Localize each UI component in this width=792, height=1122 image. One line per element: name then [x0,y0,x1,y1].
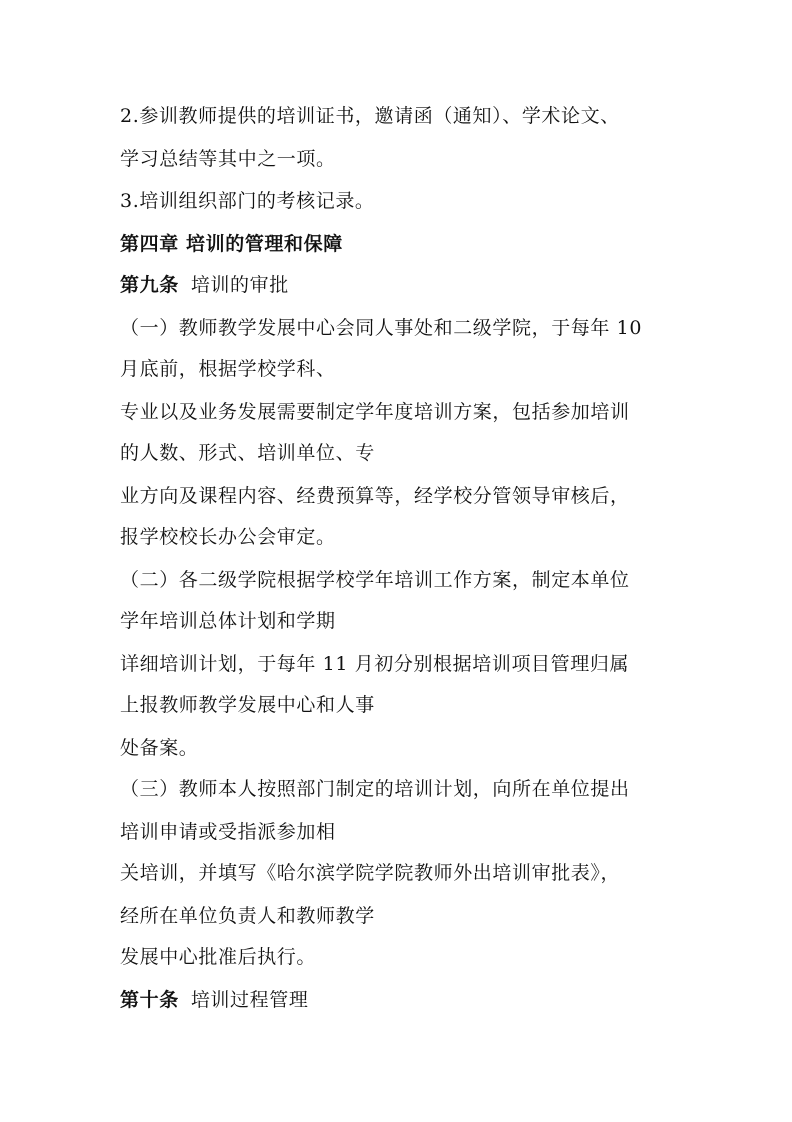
article-heading [120,988,680,1012]
article-subject: 培训过程管理 [190,989,309,1011]
paragraph-line: 的人数、形式、培训单位、专 [120,442,375,464]
article-subject: 培训的审批 [190,274,289,296]
article-number: 第十条 [120,989,179,1011]
paragraph-line: （二）各二级学院根据学校学年培训工作方案，制定本单位 [120,569,630,591]
paragraph-line: （一）教师教学发展中心会同人事处和二级学院，于每年 10 [120,317,643,339]
paragraph-line: 学习总结等其中之一项。 [120,148,336,170]
chapter-heading: 第四章 培训的管理和保障 [120,233,343,255]
paragraph-line: 月底前，根据学校学科、 [120,358,336,380]
paragraph-line: 专业以及业务发展需要制定学年度培训方案，包括参加培训 [120,401,630,423]
paragraph-line: 详细培训计划，于每年 11 月初分别根据培训项目管理归属 [120,653,630,675]
paragraph-line: 业方向及课程内容、经费预算等，经学校分管领导审核后， [120,485,630,507]
paragraph-line: 上报教师教学发展中心和人事 [120,694,375,716]
paragraph-line: 报学校校长办公会审定。 [120,526,336,548]
paragraph-line: 处备案。 [120,737,199,759]
paragraph-line: 学年培训总体计划和学期 [120,610,336,632]
paragraph-line: （三）教师本人按照部门制定的培训计划，向所在单位提出 [120,778,630,800]
paragraph-line: 3.培训组织部门的考核记录。 [120,190,375,212]
article-number: 第九条 [120,274,179,296]
paragraph-line: 2.参训教师提供的培训证书，邀请函（通知）、学术论文、 [120,105,620,127]
paragraph-line: 培训申请或受指派参加相 [120,821,336,843]
paragraph-line: 经所在单位负责人和教师教学 [120,905,375,927]
paragraph-line: 发展中心批准后执行。 [120,946,317,968]
paragraph-line: 关培训，并填写《哈尔滨学院学院教师外出培训审批表》， [120,862,621,884]
article-heading [120,273,680,297]
